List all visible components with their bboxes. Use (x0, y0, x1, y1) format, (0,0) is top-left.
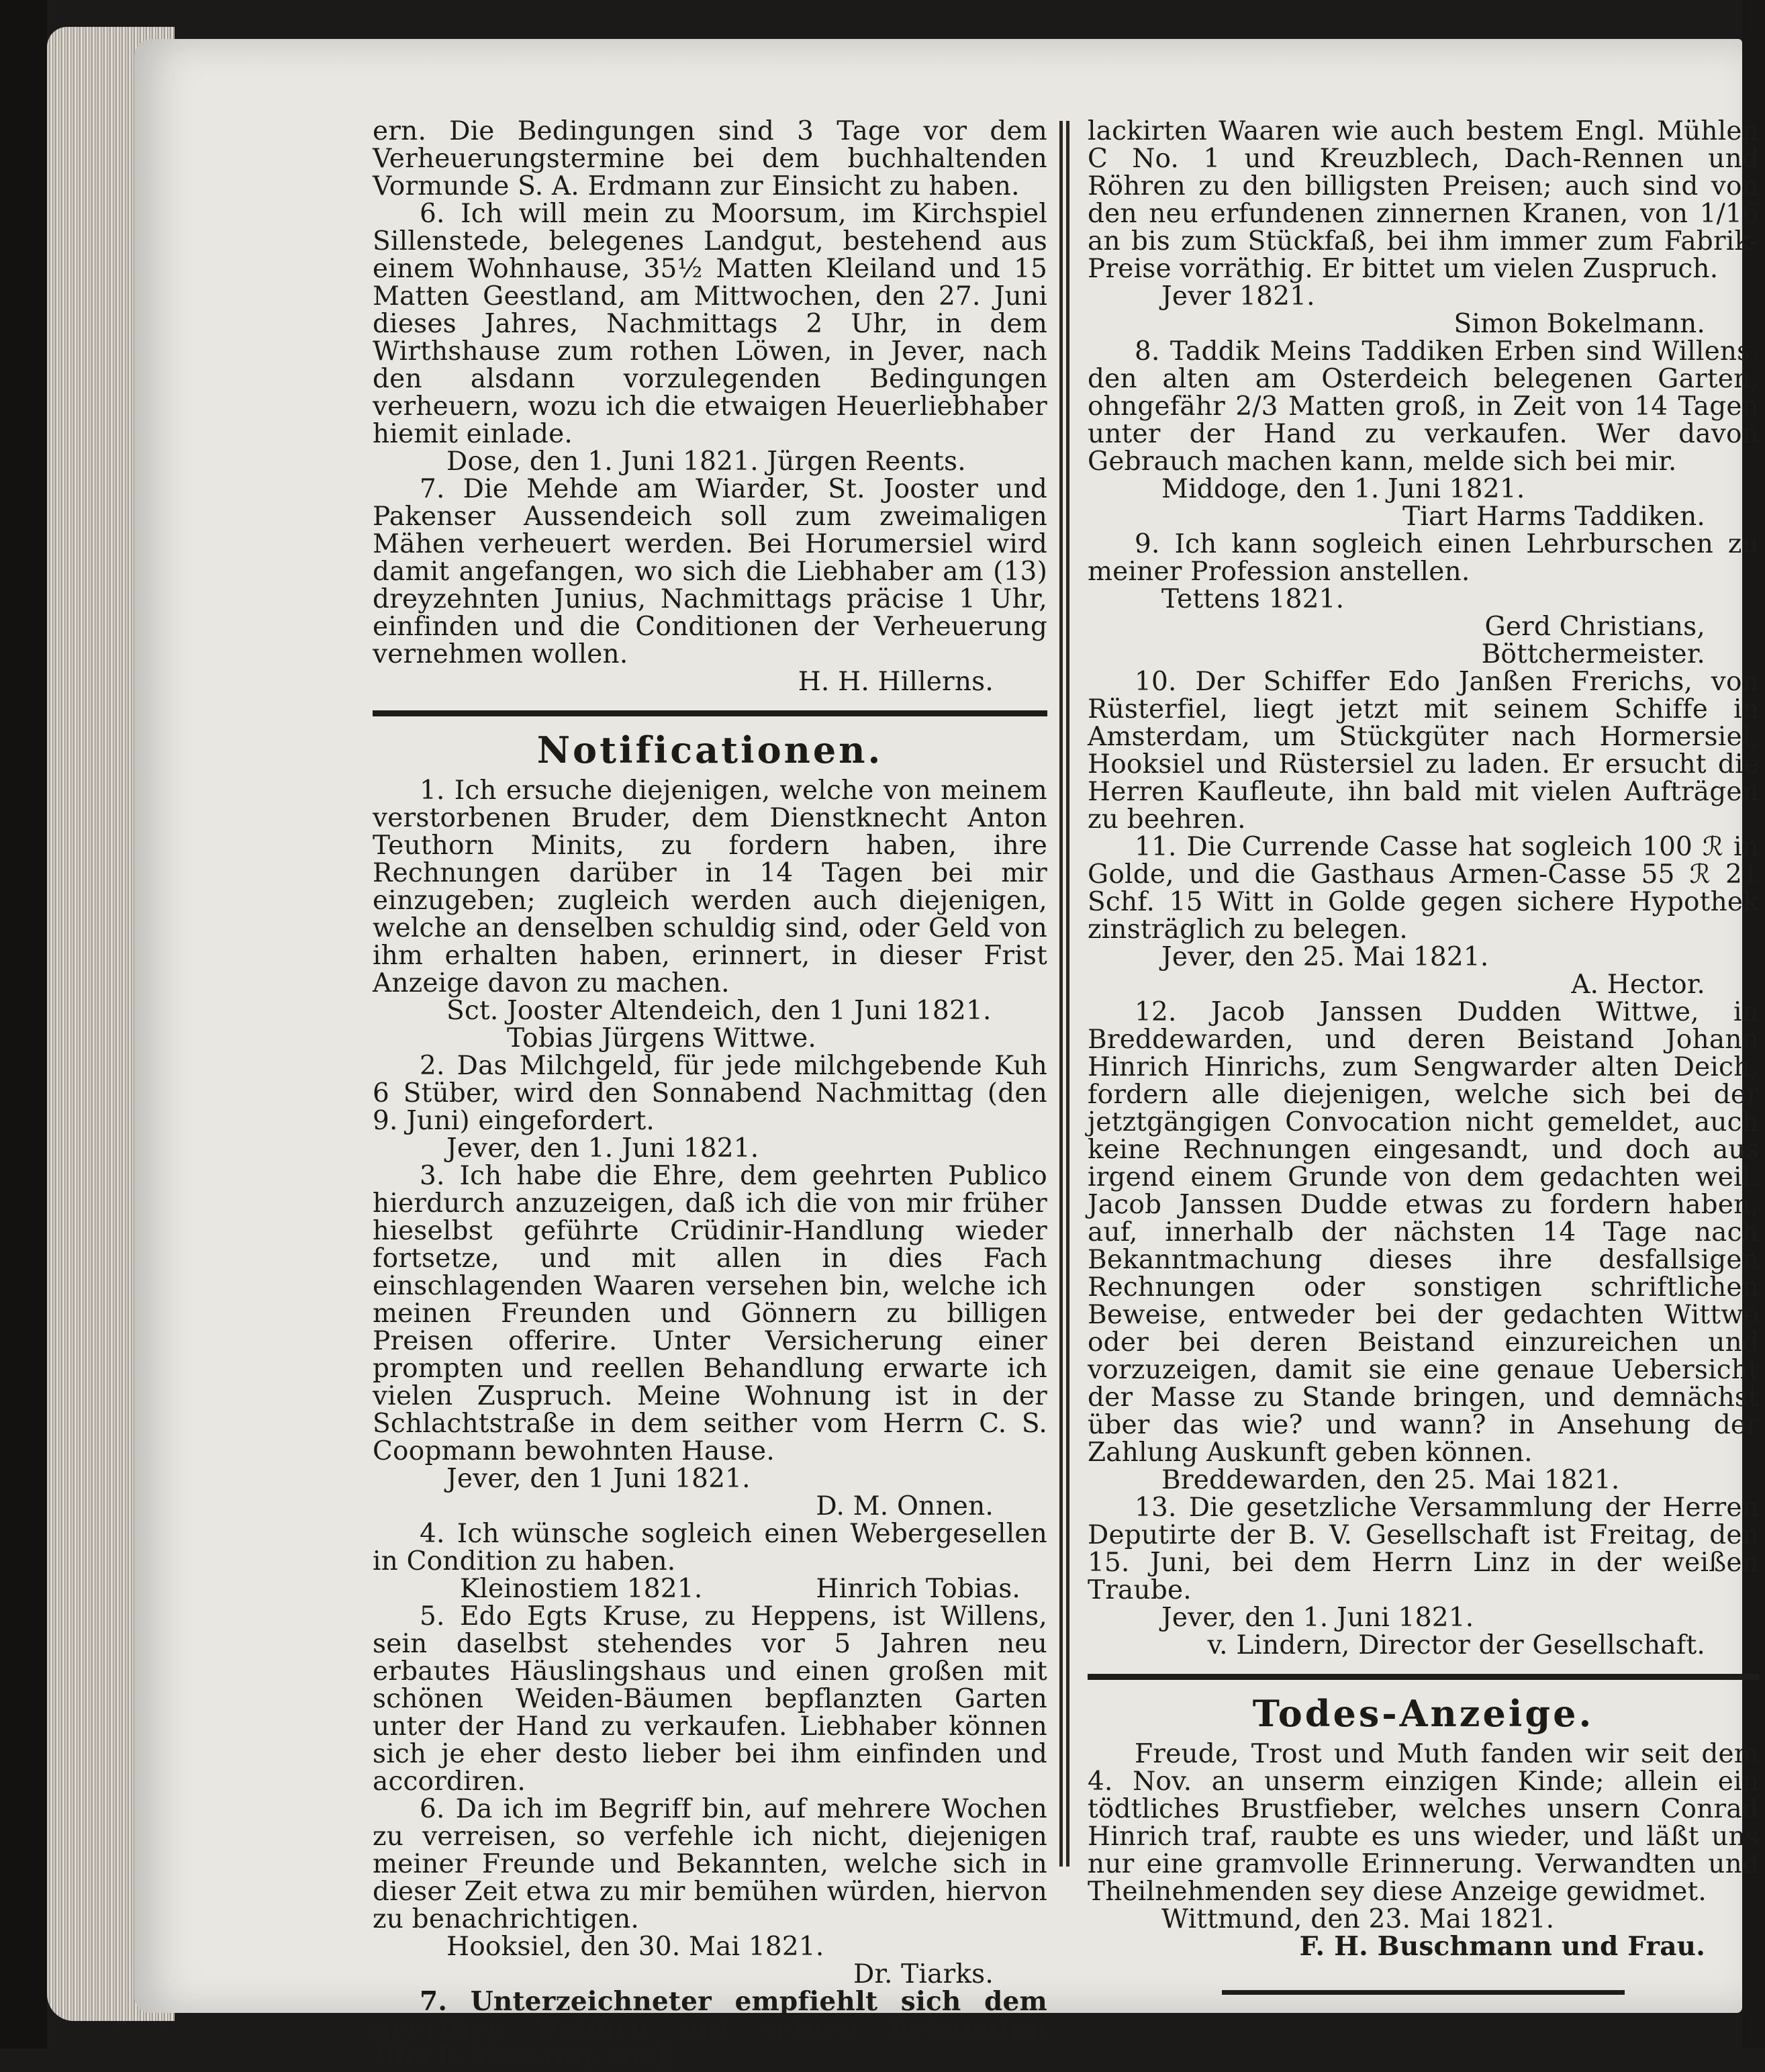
notice-signature: Hinrich Tobias. (816, 1574, 1020, 1604)
section-heading: Todes-Anzeige. (1252, 1692, 1594, 1735)
section-rule (373, 710, 1047, 716)
notice-place-date: Jever, den 25. Mai 1821. (1161, 942, 1489, 972)
notice-signature: Böttchermeister. (1481, 639, 1705, 669)
closing-rule (1222, 1990, 1625, 1995)
notice-signature: Tobias Jürgens Wittwe. (507, 1023, 817, 1053)
notice-text: 5. Edo Egts Kruse, zu Heppens, ist Willens, sein daselbst stehendes vor 5 Jahren neu erbautes Häuslingshaus und einen großen mit schönen Weiden-Bäumen bepflanzten Garten unter der Hand zu verkaufen. Liebhaber können sich je eher desto lieber bei ihm einfinden und accordiren. (373, 1601, 1047, 1797)
notice-place-date: Kleinostiem 1821. (460, 1574, 703, 1604)
notice-place-date: Jever 1821. (1161, 281, 1315, 312)
notice-signature-line (373, 1575, 1047, 1603)
notice-text: 8. Taddik Meins Taddiken Erben sind Willens, den alten am Osterdeich belegenen Garten, ohngefähr 2/3 Matten groß, in Zeit von 14 Tagen unter der Hand zu verkaufen. Wer davon Gebrauch machen kann, melde sich bei mir. (1088, 336, 1759, 477)
notice-text: ern. Die Bedingungen sind 3 Tage vor dem Verheuerungstermine bei dem buchhaltenden Vormunde S. A. Erdmann zur Einsicht zu haben. (373, 116, 1047, 201)
notice-signature: v. Lindern, Director der Gesellschaft. (1207, 1630, 1705, 1660)
notice-place-date: Jever, den 1 Juni 1821. (446, 1464, 751, 1494)
notice-place-date: Hooksiel, den 30. Mai 1821. (446, 1932, 824, 1962)
notice-text: 1. Ich ersuche diejenigen, welche von meinem verstorbenen Bruder, dem Dienstknecht Anton Teuthorn Minits, zu fordern haben, ihre Rechnungen darüber in 14 Tagen bei mir einzugeben; zugleich werden auch diejenigen, welche an denselben schuldig sind, oder Geld von ihm erhalten haben, erinnert, in dieser Frist Anzeige davon zu machen. (373, 775, 1047, 998)
notice-signature: Gerd Christians, (1484, 612, 1705, 642)
left-column (373, 117, 1047, 2071)
notice-signature: Dose, den 1. Juni 1821. Jürgen Reents. (446, 446, 966, 477)
notice-text: 6. Da ich im Begriff bin, auf mehrere Wochen zu verreisen, so verfehle ich nicht, diejenigen meiner Freunde und Bekannten, welche sich in dieser Zeit etwa zu mir bemühen würden, hiervon zu benachrichtigen. (373, 1794, 1047, 1934)
right-column (1088, 117, 1759, 1995)
notice-text: lackirten Waaren wie auch bestem Engl. Mühlen C No. 1 und Kreuzblech, Dach-Rennen und Röhren zu den billigsten Preisen; auch sind von den neu erfundenen zinnernen Kranen, von 1/16 an bis zum Stückfaß, bei ihm immer zum Fabrik-Preise vorräthig. Er bittet um vielen Zuspruch. (1088, 116, 1759, 284)
notice-text: 6. Ich will mein zu Moorsum, im Kirchspiel Sillenstede, belegenes Landgut, bestehend aus einem Wohnhause, 35½ Matten Kleiland und 15 Matten Geestland, am Mittwochen, den 27. Juni dieses Jahres, Nachmittags 2 Uhr, in dem Wirthshause zum rothen Löwen, in Jever, nach den alsdann vorzulegenden Bedingungen verheuern, wozu ich die etwaigen Heuerliebhaber hiemit einlade. (373, 199, 1047, 449)
notice-text: 13. Die gesetzliche Versammlung der Herren Deputirte der B. V. Gesellschaft ist Freitag, den 15. Juni, bei dem Herrn Linz in der weißen Traube. (1088, 1493, 1759, 1605)
notice-signature: F. H. Buschmann und Frau. (1299, 1931, 1705, 1962)
notice-text: 4. Ich wünsche sogleich einen Webergesellen in Condition zu haben. (373, 1519, 1047, 1576)
notice-signature: D. M. Onnen. (816, 1491, 994, 1521)
notice-place-date: Jever, den 1. Juni 1821. (1161, 1603, 1474, 1633)
notice-text: 7. Die Mehde am Wiarder, St. Jooster und Pakenser Aussendeich soll zum zweimaligen Mähen verheuert werden. Bei Horumersiel wird damit angefangen, wo sich die Liebhaber am (13) dreyzehnten Junius, Nachmittags präcise 1 Uhr, einfinden und die Conditionen der Verheuerung vernehmen wollen. (373, 474, 1047, 669)
notice-text: 9. Ich kann sogleich einen Lehrburschen zu meiner Profession anstellen. (1088, 529, 1759, 587)
notice-text: 11. Die Currende Casse hat sogleich 100 ℛ in Golde, und die Gasthaus Armen-Casse 55 ℛ 21 Schf. 15 Witt in Golde gegen sichere Hypothek zinsträglich zu belegen. (1088, 832, 1759, 945)
notice-place-date: Middoge, den 1. Juni 1821. (1161, 474, 1525, 504)
book-spine-shadow (0, 0, 47, 2049)
notice-text: 3. Ich habe die Ehre, dem geehrten Publico hierdurch anzuzeigen, daß ich die von mir früher hieselbst geführte Crüdinir-Handlung wieder fortsetze, und mit allen in dies Fach einschlagenden Waaren versehen bin, welche ich meinen Freunden und Gönnern zu billigen Preisen offerire. Unter Versicherung einer prompten und reellen Behandlung erwarte ich vielen Zuspruch. Meine Wohnung ist in der Schlachtstraße in dem seither vom Herrn C. S. Coopmann bewohnten Hause. (373, 1161, 1047, 1466)
notice-text: 12. Jacob Janssen Dudden Wittwe, in Breddewarden, und deren Beistand Johann Hinrich Hinrichs, zum Sengwarder alten Deich, fordern alle diejenigen, welche sich bei der jetztgängigen Convocation nicht gemeldet, auch keine Rechnungen eingesandt, und doch aus irgend einem Grunde von dem gedachten weil. Jacob Janssen Dudde etwas zu fordern haben, auf, innerhalb der nächsten 14 Tage nach Bekanntmachung dieses ihre desfallsigen Rechnungen oder sonstigen schriftlichen Beweise, entweder bei der gedachten Wittwe oder bei deren Beistand einzureichen und vorzuzeigen, damit sie eine genaue Uebersicht der Masse zu Stande bringen, und demnächst über das wie? und wann? in Ansehung der Zahlung Auskunft geben können. (1088, 997, 1759, 1468)
notice-text: 7. Unterzeichneter empfiehlt sich dem geerthen Publico mit seinen bekannten Blech-Messing- und (373, 1986, 1047, 2072)
section-rule (1088, 1674, 1759, 1680)
notice-text: 10. Der Schiffer Edo Janßen Frerichs, von Rüsterfiel, liegt jetzt mit seinem Schiffe in Amsterdam, um Stückgüter nach Hormersiel, Hooksiel und Rüstersiel zu laden. Er ersucht die Herren Kaufleute, ihn bald mit vielen Aufträgen zu beehren. (1088, 667, 1759, 835)
notice-signature: Dr. Tiarks. (853, 1959, 994, 1989)
notice-place-date: Tettens 1821. (1161, 584, 1345, 614)
column-divider (1059, 121, 1063, 1867)
notice-place-date: Wittmund, den 23. Mai 1821. (1161, 1904, 1555, 1934)
notice-signature: Tiart Harms Taddiken. (1402, 502, 1705, 532)
notice-signature: Simon Bokelmann. (1453, 309, 1705, 339)
notice-place-date: Jever, den 1. Juni 1821. (446, 1133, 759, 1164)
notice-signature: H. H. Hillerns. (798, 667, 994, 697)
notice-place-date: Sct. Jooster Altendeich, den 1 Juni 1821. (446, 996, 992, 1026)
notice-place-date: Breddewarden, den 25. Mai 1821. (1161, 1465, 1620, 1495)
notice-text: 2. Das Milchgeld, für jede milchgebende Kuh 6 Stüber, wird den Sonnabend Nachmittag (den 9. Juni) eingefordert. (373, 1051, 1047, 1136)
notice-signature: A. Hector. (1571, 970, 1705, 1000)
section-heading: Notificationen. (536, 728, 884, 771)
notice-text: Freude, Trost und Muth fanden wir seit dem 4. Nov. an unserm einzigen Kinde; allein ein tödtliches Brustfieber, welches unsern Conrad Hinrich traf, raubte es uns wieder, und läßt uns nur eine gramvolle Erinnerung. Verwandten und Theilnehmenden sey diese Anzeige gewidmet. (1088, 1739, 1759, 1907)
